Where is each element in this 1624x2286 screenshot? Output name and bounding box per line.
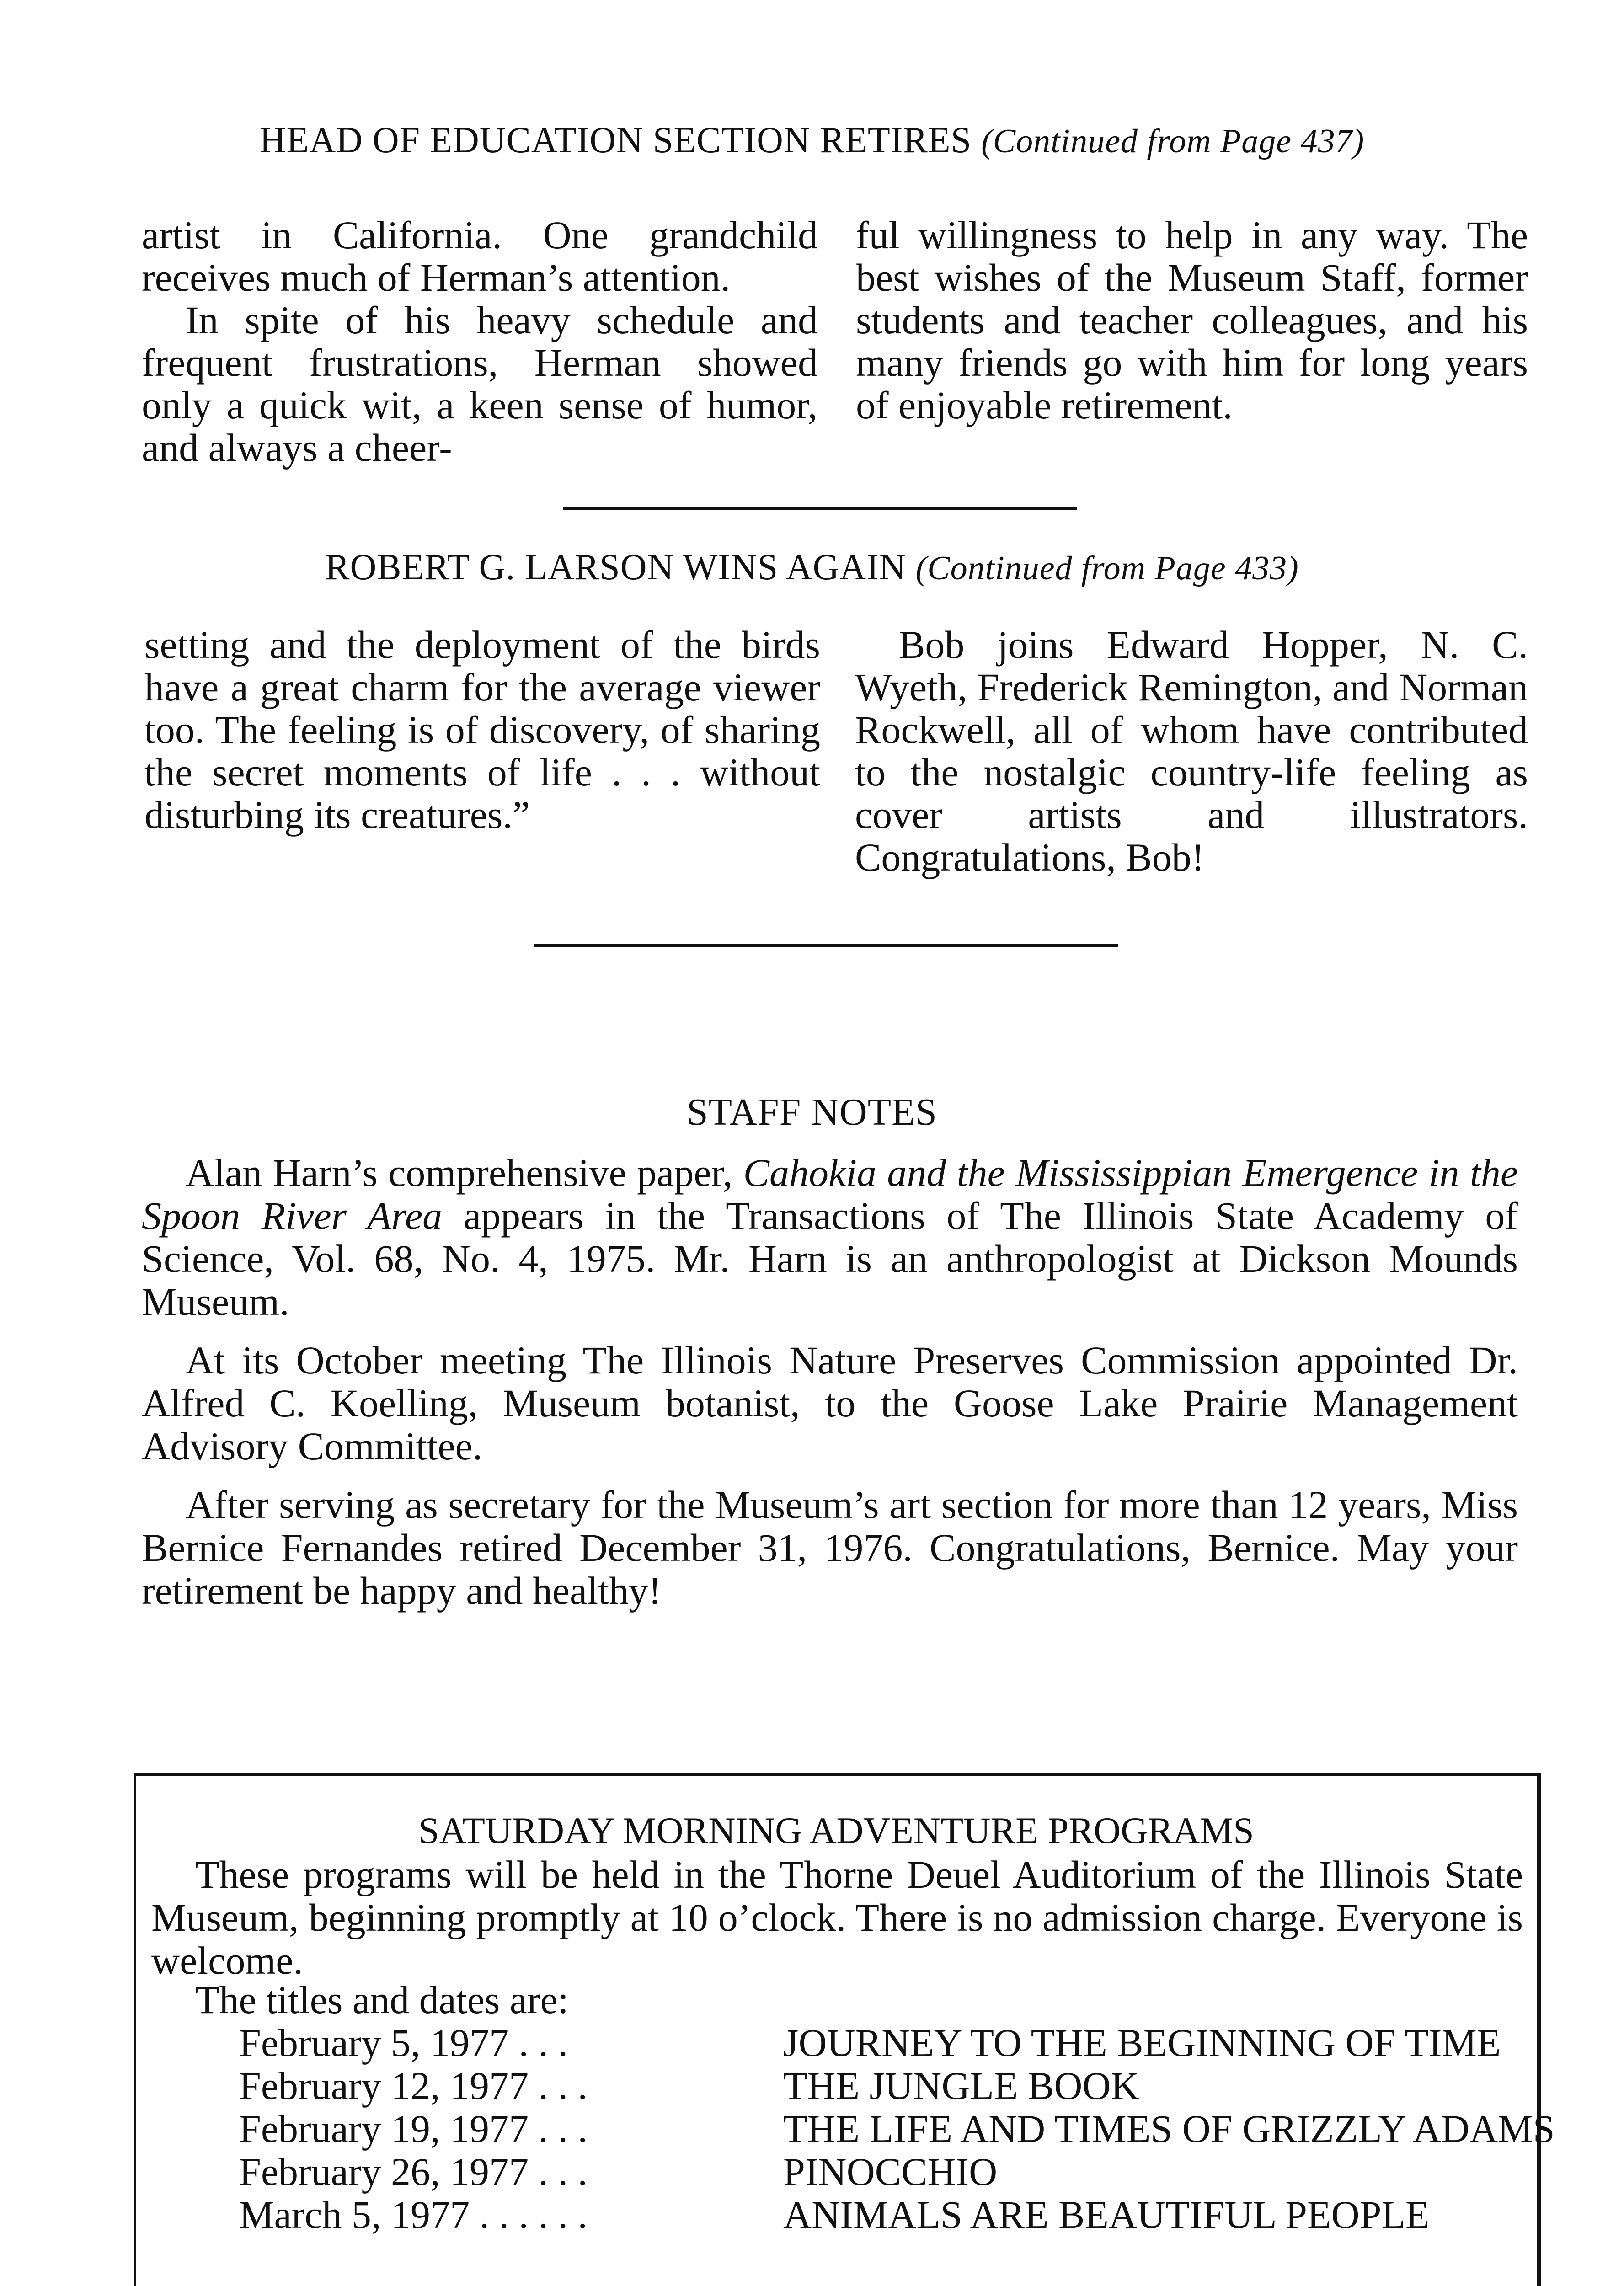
larson-left-paragraph-1: setting and the deployment of the birds have a great charm for the average viewer too. The feeling is of discovery, of sharing the secret moments of life . . . without disturbing its creatures.” [144,623,820,837]
larson-section-heading [0,547,1624,588]
head-right-paragraph-1: ful willingness to help in any way. The best wishes of the Museum Staff, former students and teacher colleagues, and his many friends go with him for long years of enjoyable retirement. [856,213,1528,427]
program-title: ANIMALS ARE BEAUTIFUL PEOPLE [783,2193,1430,2237]
larson-section-left-column [144,624,820,836]
staff-notes-paragraph-1 [142,1151,1518,1323]
larson-section-title: ROBERT G. LARSON WINS AGAIN [325,547,906,588]
larson-right-paragraph-1: Bob joins Edward Hopper, N. C. Wyeth, Frederick Remington, and Norman Rockwell, all of whom have contributed to the nostalgic country-life feeling as cover artists and illustrators. Congratulations, Bob! [855,623,1528,879]
program-date: February 12, 1977 . . . [239,2064,588,2108]
head-section-continued: (Continued from Page 437) [981,123,1365,160]
program-title: THE LIFE AND TIMES OF GRIZZLY ADAMS [783,2107,1555,2151]
staff-notes-title: STAFF NOTES [686,1091,938,1133]
program-row [239,2193,1430,2237]
paper-title: Cahokia and the Mississippian Emergence in the Spoon River Area [142,1151,1518,1238]
programs-box [134,1773,1555,2286]
program-date: February 19, 1977 . . . [239,2107,588,2151]
larson-section-continued: (Continued from Page 433) [915,550,1299,587]
program-title: THE JUNGLE BOOK [783,2064,1139,2108]
staff-notes-paragraph-3: After serving as secretary for the Museum’s art section for more than 12 years, Miss Bernice Fernandes retired December 31, 1976. Congratulations, Bernice. May your retirement be happy and healthy! [142,1483,1518,1613]
head-left-paragraph-2: In spite of his heavy schedule and frequent frustrations, Herman showed only a quick wit, a keen sense of humor, and always a cheer- [142,298,817,470]
head-section-title: HEAD OF EDUCATION SECTION RETIRES [259,120,972,160]
program-title: PINOCCHIO [783,2150,998,2194]
program-row [239,2107,1555,2151]
program-row [239,2150,998,2194]
program-date: February 5, 1977 . . . [239,2021,568,2065]
section-divider [534,944,1118,947]
larson-section-right-column [855,624,1528,879]
program-date: February 26, 1977 . . . [239,2150,588,2194]
program-title: JOURNEY TO THE BEGINNING OF TIME [783,2021,1501,2065]
head-left-paragraph-1: artist in California. One grandchild receives much of Herman’s attention. [142,213,817,299]
head-section-right-column [856,214,1528,427]
programs-box-title: SATURDAY MORNING ADVENTURE PROGRAMS [418,1810,1254,1851]
program-date: March 5, 1977 . . . . . . [239,2193,588,2237]
program-row [239,2064,1139,2108]
section-divider [563,507,1077,510]
programs-box-intro: These programs will be held in the Thorne Deuel Auditorium of the Illinois State Museum, beginning promptly at 10 o’clock. There is no admission charge. Everyone is welcome. [151,1853,1523,1982]
staff-notes-paragraph-2: At its October meeting The Illinois Nature Preserves Commission appointed Dr. Alfred C. Koelling, Museum botanist, to the Goose Lake Prairie Management Advisory Committee. [142,1338,1518,1468]
staff-notes-p1-tail: appears in the Transactions of The Illinois State Academy of Science, Vol. 68, No. 4, 1975. Mr. Harn is an anthropologist at Dickson Mounds Museum. [142,1194,1518,1324]
staff-notes-p1-lead: Alan Harn’s comprehensive paper, [186,1151,743,1195]
head-section-left-column [142,214,817,469]
program-row [239,2021,1501,2065]
staff-notes-body [142,1151,1518,1628]
staff-notes-heading [0,1090,1624,1134]
head-section-heading [0,120,1624,161]
programs-titles-intro: The titles and dates are: [195,1978,569,2022]
